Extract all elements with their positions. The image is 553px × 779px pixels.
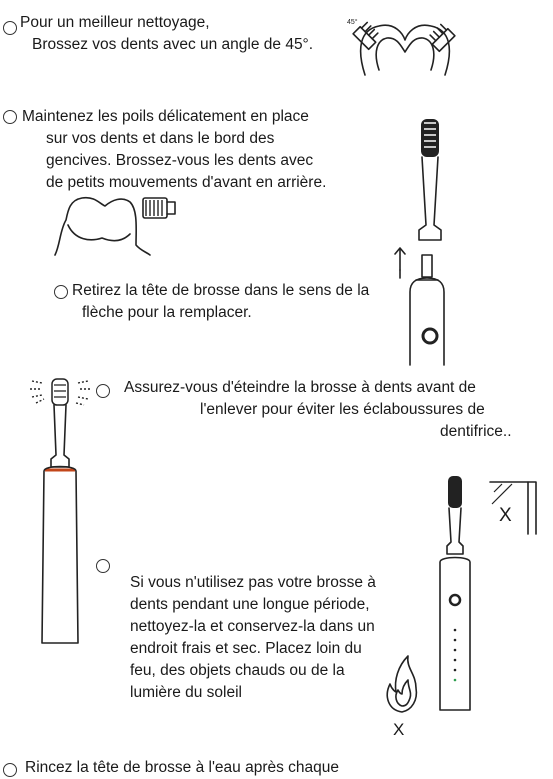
tip-4-line-2: l'enlever pour éviter les éclaboussures de	[200, 401, 485, 418]
tip-5-line-3: nettoyez-la et conservez-la dans un	[130, 618, 375, 635]
tip-2-line-4: de petits mouvements d'avant en arrière.	[46, 174, 327, 191]
toothbrush-led-icon	[430, 472, 480, 712]
splashing-toothbrush-icon	[28, 375, 98, 645]
toothbrush-handle-icon	[392, 230, 452, 370]
tip-4-line-3: dentifrice..	[440, 423, 512, 440]
toothbrush-head-icon	[412, 115, 452, 245]
bullet-3	[54, 285, 68, 299]
tip-4-line-1: Assurez-vous d'éteindre la brosse à dents avant de	[124, 379, 476, 396]
flame-icon	[382, 646, 422, 716]
bullet-1	[3, 21, 17, 35]
tip-5-line-6: lumière du soleil	[130, 684, 242, 701]
prohibited-mark-1: X	[499, 505, 512, 526]
tip-6-line-1: Rincez la tête de brosse à l'eau après chaque	[25, 759, 340, 776]
tooth-brushing-icon	[50, 190, 190, 260]
mirror-cabinet-icon	[488, 478, 538, 538]
tip-5-line-1: Si vous n'utilisez pas votre brosse à	[130, 574, 376, 591]
bullet-5	[96, 559, 110, 573]
tip-1-line-1: Pour un meilleur nettoyage,	[20, 14, 210, 31]
bullet-6	[3, 763, 17, 777]
bullet-2	[3, 110, 17, 124]
tip-5-line-2: dents pendant une longue période,	[130, 596, 370, 613]
bullet-4	[96, 384, 110, 398]
tip-3-line-1: Retirez la tête de brosse dans le sens de la	[72, 282, 370, 299]
prohibited-mark-2: X	[393, 720, 405, 739]
tip-2-line-1: Maintenez les poils délicatement en place	[22, 108, 309, 125]
angle-label: 45°	[347, 19, 358, 26]
tip-2-line-3: gencives. Brossez-vous les dents avec	[46, 152, 314, 169]
teeth-45-degree-icon	[345, 10, 465, 90]
tip-3-line-2: flèche pour la remplacer.	[82, 304, 252, 321]
tip-5-line-4: endroit frais et sec. Placez loin du	[130, 640, 362, 657]
tip-2-line-2: sur vos dents et dans le bord des	[46, 130, 275, 147]
tip-1-line-2: Brossez vos dents avec un angle de 45°.	[32, 36, 314, 53]
tip-5-line-5: feu, des objets chauds ou de la	[130, 662, 345, 679]
